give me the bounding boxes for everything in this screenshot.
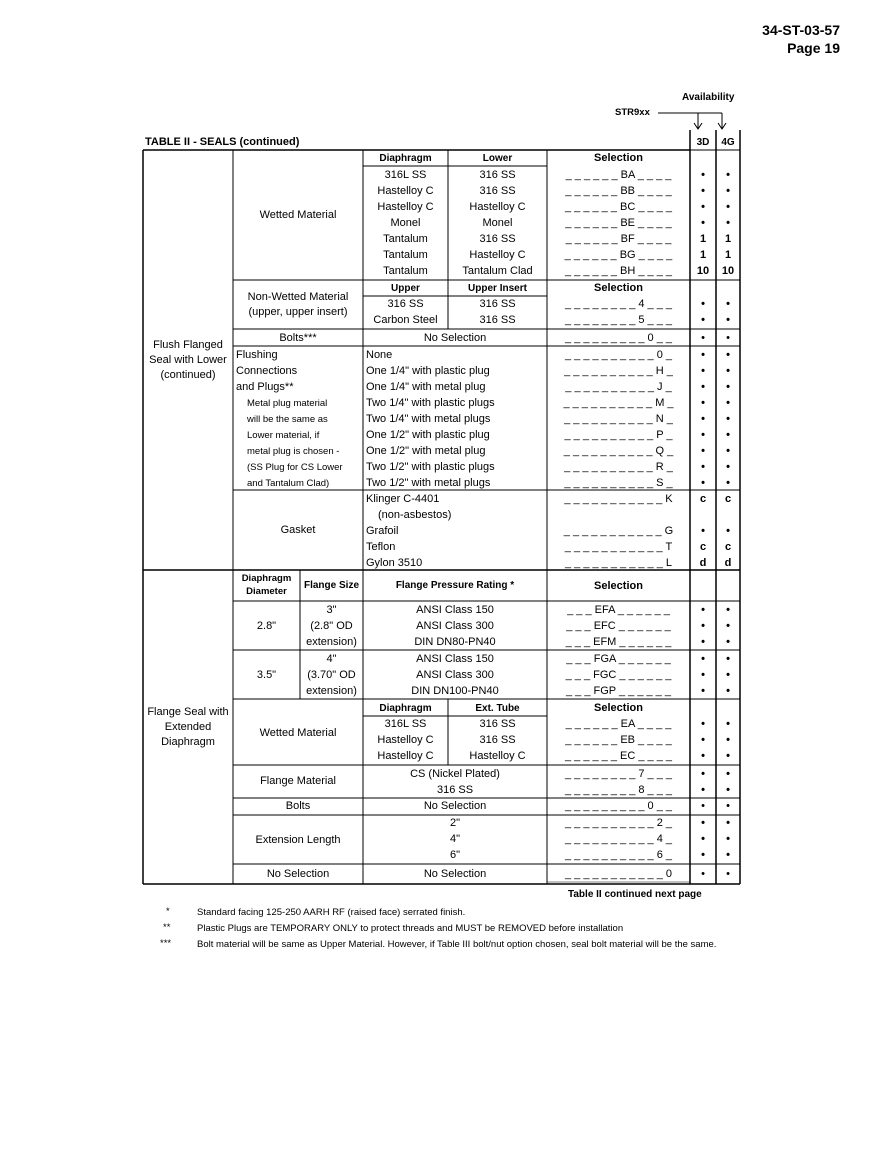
flush-group-label-1: Flush Flanged xyxy=(153,339,223,351)
avail-3d: 1 xyxy=(699,233,707,245)
avail-3d: c xyxy=(699,541,707,553)
avail-4g: • xyxy=(726,201,730,213)
footnote-mark: *** xyxy=(160,938,172,949)
document-number: 34-ST-03-57 xyxy=(762,22,840,38)
selection-code: _ _ _ _ _ _ _ _ _ _ _ G xyxy=(563,525,674,537)
selection-code: _ _ _ _ _ _ _ _ 7 _ _ _ xyxy=(564,768,673,780)
selection-code: _ _ _ FGP _ _ _ _ _ _ xyxy=(566,685,671,697)
avail-4g: • xyxy=(726,849,730,861)
diameter-2-8: 2.8" xyxy=(256,620,277,632)
selection-code: _ _ _ _ _ _ _ _ _ _ 4 _ xyxy=(564,833,673,845)
selection-code: _ _ _ _ _ _ _ _ _ _ _ L xyxy=(564,557,673,569)
diaphragm-cell: 316L SS xyxy=(384,169,427,181)
no-selection-value: No Selection xyxy=(423,868,487,880)
col-header-pressure-rating: Flange Pressure Rating * xyxy=(395,580,515,591)
extension-length-label: Extension Length xyxy=(255,834,341,846)
avail-4g: • xyxy=(726,298,730,310)
col-header-diaphragm-diameter: Diaphragm xyxy=(241,573,292,584)
avail-3d: • xyxy=(701,461,705,473)
footnote-mark: ** xyxy=(163,922,171,933)
selection-code: _ _ _ _ _ _ _ _ _ _ N _ xyxy=(564,413,673,425)
selection-code: _ _ _ _ _ _ _ _ _ _ M _ xyxy=(563,397,674,409)
diaphragm-cell: Tantalum xyxy=(383,233,428,245)
selection-code: _ _ _ EFA _ _ _ _ _ _ xyxy=(567,604,670,616)
avail-3d: 10 xyxy=(696,265,710,277)
pressure-rating: ANSI Class 300 xyxy=(416,669,494,681)
avail-3d: • xyxy=(701,653,705,665)
ext-bolts-selection: _ _ _ _ _ _ _ _ _ 0 _ _ xyxy=(564,800,673,812)
avail-3d: • xyxy=(701,525,705,537)
avail-4g: • xyxy=(726,669,730,681)
table-title: TABLE II - SEALS (continued) xyxy=(145,136,300,148)
avail-3d: • xyxy=(701,381,705,393)
avail-4g: • xyxy=(726,314,730,326)
lower-cell: 316 SS xyxy=(479,169,516,181)
lower-cell: 316 SS xyxy=(479,233,516,245)
availability-label: Availability xyxy=(682,92,735,103)
avail-3d: • xyxy=(701,750,705,762)
selection-code: _ _ _ _ _ _ _ _ _ _ J _ xyxy=(565,381,672,393)
avail-4g: c xyxy=(724,541,732,553)
avail-4g: • xyxy=(726,332,730,344)
avail-3d: • xyxy=(701,849,705,861)
avail-4g: • xyxy=(726,397,730,409)
flushing-option: Two 1/4" with plastic plugs xyxy=(366,397,495,409)
selection-code: _ _ _ _ _ _ BG _ _ _ _ xyxy=(564,249,673,261)
avail-4g: • xyxy=(726,525,730,537)
page-number: Page 19 xyxy=(787,40,840,56)
avail-3d: • xyxy=(701,669,705,681)
avail-3d: • xyxy=(701,397,705,409)
col-header-diaphragm: Diaphragm xyxy=(379,703,432,714)
selection-code: _ _ _ EFM _ _ _ _ _ _ xyxy=(565,636,672,648)
diaphragm-cell: Hastelloy C xyxy=(377,185,434,197)
flushing-label-3: and Plugs** xyxy=(236,381,294,393)
col-header-selection: Selection xyxy=(594,580,643,592)
footnote-mark: * xyxy=(166,906,170,917)
avail-4g: • xyxy=(726,461,730,473)
footnote-text: Standard facing 125-250 AARH RF (raised face) serrated finish. xyxy=(197,907,466,918)
selection-code: _ _ _ _ _ _ BB _ _ _ _ xyxy=(565,185,672,197)
extension-length-option: 2" xyxy=(449,817,461,829)
flushing-note-line: will be the same as xyxy=(247,414,328,425)
selection-code: _ _ _ _ _ _ _ _ _ _ _ T xyxy=(564,541,673,553)
selection-code: _ _ _ _ _ _ BH _ _ _ _ xyxy=(564,265,673,277)
avail-4g: • xyxy=(726,734,730,746)
avail-3d: • xyxy=(701,429,705,441)
flange-size-3-od: (2.8" OD xyxy=(310,620,353,632)
lower-cell: Hastelloy C xyxy=(469,249,526,261)
col-header-flange-size: Flange Size xyxy=(303,580,359,591)
ext-tube-cell: 316 SS xyxy=(479,718,516,730)
selection-code: _ _ _ _ _ _ BC _ _ _ _ xyxy=(564,201,673,213)
selection-code: _ _ _ _ _ _ _ _ 5 _ _ _ xyxy=(564,314,673,326)
avail-3d: • xyxy=(701,298,705,310)
selection-code: _ _ _ FGA _ _ _ _ _ _ xyxy=(566,653,671,665)
flushing-note-line: Metal plug material xyxy=(247,398,328,409)
avail-3d: • xyxy=(701,365,705,377)
avail-3d: • xyxy=(701,314,705,326)
selection-code: _ _ _ _ _ _ _ _ _ _ Q _ xyxy=(563,445,674,457)
bolts-label: Bolts*** xyxy=(279,332,317,344)
no-selection-selection: _ _ _ _ _ _ _ _ _ _ _ 0 xyxy=(564,868,673,880)
gasket-option: Teflon xyxy=(366,541,396,553)
flush-group-label-3: (continued) xyxy=(160,369,216,381)
flushing-note-line: (SS Plug for CS Lower xyxy=(247,462,343,473)
avail-3d: • xyxy=(701,217,705,229)
flange-material-option: 316 SS xyxy=(436,784,474,796)
flushing-note-line: Lower material, if xyxy=(247,430,320,441)
col-header-selection: Selection xyxy=(594,282,643,294)
flushing-option: None xyxy=(366,349,393,361)
selection-code: _ _ _ _ _ _ EB _ _ _ _ xyxy=(565,734,672,746)
col-header-diaphragm: Diaphragm xyxy=(379,153,432,164)
pressure-rating: ANSI Class 150 xyxy=(416,653,494,665)
avail-3d: • xyxy=(701,768,705,780)
avail-3d: • xyxy=(701,817,705,829)
avail-3d: • xyxy=(701,833,705,845)
diaphragm-cell: 316L SS xyxy=(384,718,427,730)
selection-code: _ _ _ _ _ _ BA _ _ _ _ xyxy=(565,169,672,181)
selection-code: _ _ _ FGC _ _ _ _ _ _ xyxy=(565,669,672,681)
flushing-option: One 1/2" with metal plug xyxy=(366,445,486,457)
selection-code: _ _ _ _ _ _ _ _ _ _ P _ xyxy=(564,429,673,441)
gasket-option: Klinger C-4401 xyxy=(366,493,440,505)
lower-cell: Hastelloy C xyxy=(469,201,526,213)
pressure-rating: ANSI Class 150 xyxy=(416,604,494,616)
lower-cell: Monel xyxy=(482,217,513,229)
gasket-label: Gasket xyxy=(280,524,316,536)
selection-code: _ _ _ _ _ _ EA _ _ _ _ xyxy=(565,718,672,730)
diaphragm-cell: Hastelloy C xyxy=(377,201,434,213)
diaphragm-cell: Hastelloy C xyxy=(377,734,434,746)
selection-code: _ _ _ _ _ _ _ _ _ _ 0 _ xyxy=(564,349,673,361)
avail-4g: • xyxy=(726,636,730,648)
wetted-material-label: Wetted Material xyxy=(259,209,337,221)
gasket-option: (non-asbestos) xyxy=(378,509,452,521)
avail-4g: • xyxy=(726,169,730,181)
avail-4g: • xyxy=(726,800,730,812)
flange-material-label: Flange Material xyxy=(260,775,336,787)
avail-4g: • xyxy=(726,784,730,796)
avail-4g: • xyxy=(726,477,730,489)
upper-insert-cell: 316 SS xyxy=(479,314,516,326)
ext-group-label-3: Diaphragm xyxy=(161,736,215,748)
diaphragm-cell: Monel xyxy=(390,217,421,229)
avail-4g: c xyxy=(724,493,732,505)
flange-size-3-ext: extension) xyxy=(306,636,357,648)
col-header-lower: Lower xyxy=(482,153,513,164)
avail-3d: • xyxy=(701,636,705,648)
pressure-rating: ANSI Class 300 xyxy=(416,620,494,632)
selection-code: _ _ _ _ _ _ EC _ _ _ _ xyxy=(564,750,673,762)
flushing-note-line: and Tantalum Clad) xyxy=(247,478,330,489)
selection-code: _ _ _ _ _ _ _ _ _ _ 2 _ xyxy=(564,817,673,829)
avail-4g: • xyxy=(726,445,730,457)
flush-group-label-2: Seal with Lower xyxy=(149,354,227,366)
col-header-selection: Selection xyxy=(594,152,643,164)
avail-4g: • xyxy=(726,217,730,229)
diaphragm-cell: Hastelloy C xyxy=(377,750,434,762)
avail-3d: • xyxy=(701,413,705,425)
avail-4g: • xyxy=(726,718,730,730)
avail-3d: • xyxy=(701,604,705,616)
gasket-option: Grafoil xyxy=(366,525,399,537)
nonwetted-label-1: Non-Wetted Material xyxy=(247,291,349,303)
flange-size-4-od: (3.70" OD xyxy=(307,669,356,681)
avail-4g: • xyxy=(726,429,730,441)
ext-tube-cell: 316 SS xyxy=(479,734,516,746)
selection-code: _ _ _ _ _ _ _ _ 4 _ _ _ xyxy=(564,298,673,310)
col-header-selection: Selection xyxy=(594,702,643,714)
lower-cell: Tantalum Clad xyxy=(462,265,533,277)
avail-4g: • xyxy=(726,817,730,829)
selection-code: _ _ _ EFC _ _ _ _ _ _ xyxy=(566,620,671,632)
ext-group-label-1: Flange Seal with xyxy=(147,706,229,718)
diaphragm-cell: Tantalum xyxy=(383,265,428,277)
avail-3d: • xyxy=(701,868,705,880)
ext-tube-cell: Hastelloy C xyxy=(469,750,526,762)
selection-code: _ _ _ _ _ _ _ _ _ _ _ K xyxy=(564,493,673,505)
avail-3d: • xyxy=(701,784,705,796)
lower-cell: 316 SS xyxy=(479,185,516,197)
footnote-text: Plastic Plugs are TEMPORARY ONLY to protect threads and MUST be REMOVED before installation xyxy=(197,923,624,934)
flange-size-4-ext: extension) xyxy=(306,685,357,697)
selection-code: _ _ _ _ _ _ _ _ _ _ R _ xyxy=(564,461,673,473)
avail-4g: • xyxy=(726,381,730,393)
avail-3d: • xyxy=(701,718,705,730)
avail-3d: • xyxy=(701,185,705,197)
extension-length-option: 4" xyxy=(449,833,461,845)
flange-size-4: 4" xyxy=(326,653,337,665)
avail-4g: • xyxy=(726,185,730,197)
bolts-value: No Selection xyxy=(423,332,487,344)
col-header-ext-tube: Ext. Tube xyxy=(475,703,520,714)
flushing-label-2: Connections xyxy=(236,365,298,377)
bolts-selection: _ _ _ _ _ _ _ _ _ 0 _ _ xyxy=(564,332,673,344)
selection-code: _ _ _ _ _ _ _ _ _ _ H _ xyxy=(564,365,673,377)
selection-code: _ _ _ _ _ _ _ _ _ _ S _ xyxy=(564,477,673,489)
avail-4g: d xyxy=(724,557,732,569)
avail-4g: • xyxy=(726,833,730,845)
avail-3d: • xyxy=(701,349,705,361)
avail-3d: • xyxy=(701,445,705,457)
avail-4g: • xyxy=(726,768,730,780)
flange-material-option: CS (Nickel Plated) xyxy=(410,768,500,780)
avail-col-3d: 3D xyxy=(696,137,710,148)
col-header-upper-insert: Upper Insert xyxy=(468,283,527,294)
diaphragm-cell: Tantalum xyxy=(383,249,428,261)
col-header-upper: Upper xyxy=(391,283,420,294)
ext-group-label-2: Extended xyxy=(164,721,212,733)
selection-code: _ _ _ _ _ _ BF _ _ _ _ xyxy=(565,233,672,245)
avail-4g: • xyxy=(726,653,730,665)
avail-3d: • xyxy=(701,332,705,344)
flushing-label-1: Flushing xyxy=(236,349,278,361)
avail-3d: d xyxy=(699,557,707,569)
gasket-option: Gylon 3510 xyxy=(366,557,423,569)
upper-cell: Carbon Steel xyxy=(373,314,438,326)
avail-3d: • xyxy=(701,477,705,489)
no-selection-label: No Selection xyxy=(266,868,330,880)
flange-size-3: 3" xyxy=(326,604,337,616)
flushing-option: One 1/4" with metal plug xyxy=(366,381,486,393)
avail-4g: • xyxy=(726,349,730,361)
flushing-option: One 1/2" with plastic plug xyxy=(366,429,490,441)
avail-4g: • xyxy=(726,750,730,762)
diameter-3-5: 3.5" xyxy=(256,669,277,681)
avail-3d: c xyxy=(699,493,707,505)
upper-cell: 316 SS xyxy=(387,298,424,310)
model-label: STR9xx xyxy=(615,107,650,118)
ext-bolts-value: No Selection xyxy=(423,800,487,812)
avail-4g: 1 xyxy=(724,249,732,261)
avail-3d: • xyxy=(701,201,705,213)
avail-3d: • xyxy=(701,685,705,697)
flushing-note-line: metal plug is chosen - xyxy=(247,446,340,457)
avail-3d: • xyxy=(701,734,705,746)
nonwetted-label-2: (upper, upper insert) xyxy=(248,306,348,318)
selection-code: _ _ _ _ _ _ _ _ _ _ 6 _ xyxy=(564,849,673,861)
avail-4g: • xyxy=(726,620,730,632)
flushing-option: Two 1/2" with metal plugs xyxy=(366,477,491,489)
flushing-option: One 1/4" with plastic plug xyxy=(366,365,490,377)
pressure-rating: DIN DN100-PN40 xyxy=(411,685,499,697)
avail-4g: 1 xyxy=(724,233,732,245)
avail-4g: • xyxy=(726,365,730,377)
flushing-option: Two 1/2" with plastic plugs xyxy=(366,461,495,473)
continued-note: Table II continued next page xyxy=(568,889,702,900)
ext-bolts-label: Bolts xyxy=(285,800,311,812)
pressure-rating: DIN DN80-PN40 xyxy=(414,636,496,648)
avail-3d: • xyxy=(701,620,705,632)
avail-col-4g: 4G xyxy=(721,137,735,148)
avail-4g: • xyxy=(726,868,730,880)
avail-4g: • xyxy=(726,685,730,697)
avail-4g: 10 xyxy=(721,265,735,277)
col-header-diaphragm-diameter-2: Diameter xyxy=(246,586,287,597)
avail-4g: • xyxy=(726,604,730,616)
flushing-option: Two 1/4" with metal plugs xyxy=(366,413,491,425)
extension-length-option: 6" xyxy=(449,849,461,861)
upper-insert-cell: 316 SS xyxy=(479,298,516,310)
footnote-text: Bolt material will be same as Upper Material. However, if Table III bolt/nut option chosen, seal bolt material will be the same. xyxy=(197,939,717,950)
avail-3d: 1 xyxy=(699,249,707,261)
ext-wetted-label: Wetted Material xyxy=(259,727,337,739)
selection-code: _ _ _ _ _ _ _ _ 8 _ _ _ xyxy=(564,784,673,796)
avail-4g: • xyxy=(726,413,730,425)
avail-3d: • xyxy=(701,800,705,812)
selection-code: _ _ _ _ _ _ BE _ _ _ _ xyxy=(565,217,672,229)
avail-3d: • xyxy=(701,169,705,181)
